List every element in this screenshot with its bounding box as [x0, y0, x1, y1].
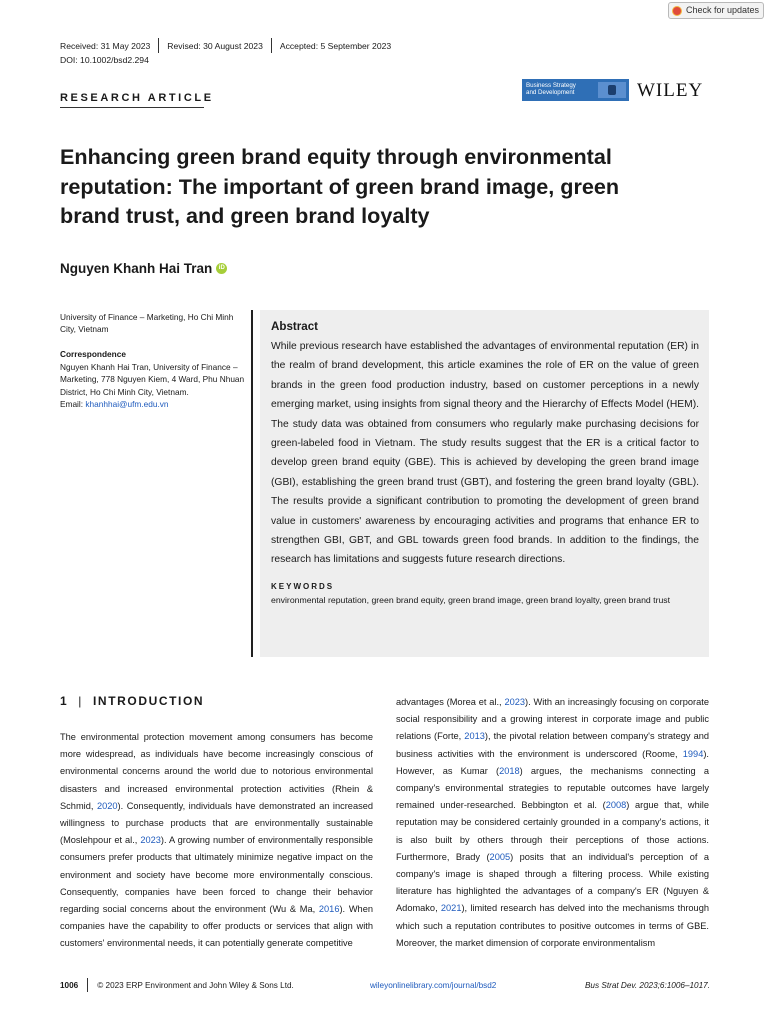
intro-right-column — [396, 694, 709, 952]
divider — [158, 38, 159, 53]
revised-date: Revised: 30 August 2023 — [167, 40, 263, 51]
citation-link[interactable]: 1994 — [682, 748, 704, 759]
section-title: INTRODUCTION — [93, 694, 205, 708]
page-footer — [60, 978, 710, 992]
text-run: ), limited research has delved into the mechanisms through which such a reputation contributes to positive outcomes in terms of GBE. Moreover, the market dimension of corporate environmentalism — [396, 903, 709, 948]
citation-link[interactable]: 2020 — [96, 800, 118, 811]
abstract-text: While previous research have established the advantages of environmental reputation (ER) in the realm of brand development, this article examines the role of ER on the value of green brands in the green food production industry, based on customer perceptions in a newly emerging market, using insights from signal theory and the Hierarchy of Effects Model (HEM). The study data was obtained from consumers who regularly make purchasing decisions for green-labeled food in Vietnam. The study results suggest that the ER is a critical factor to develop green brand equity (GBE). This is achieved by developing the green brand image (GBI), establishing the green brand trust (GBT), and fostering the green brand loyalty (GBL). The results provide a significant contribution to promoting the development of green brand value in customers' awareness by encouraging activities and programs that enhance ER to strengthen GBI, GBT, and GBL towards green food brands. In addition to the findings, the research has limitations and suggests future research directions. — [271, 341, 699, 566]
text-run: ). With an increasingly focusing on corporate social responsibility and a growing interest in corporate image and public relations (Forte, — [396, 697, 709, 742]
citation-link[interactable]: 2013 — [464, 731, 485, 742]
author-name[interactable]: Nguyen Khanh Hai Tran — [60, 261, 213, 276]
intro-left-column — [60, 729, 373, 953]
correspondence-heading: Correspondence — [60, 349, 126, 359]
text-run: ), the pivotal relation between company's strategy and business activities with the environment is underscored (Roome, — [396, 731, 710, 759]
text-run: ) argues, the mechanisms connecting a company's environmental strategies to reputable outcomes have largely remained under-researched. Bebbington et al. ( — [396, 765, 709, 811]
email-label: Email: — [60, 399, 84, 410]
text-run: ). However, as Kumar ( — [396, 748, 709, 776]
publisher-logo: WILEY — [637, 80, 704, 101]
text-run: advantages (Morea et al., — [396, 697, 505, 707]
correspondence-address: Nguyen Khanh Hai Tran, University of Finance – Marketing, 778 Nguyen Kiem, 4 Ward, Phu Nhuan District, Ho Chi Minh City, Vietnam. — [60, 362, 245, 397]
text-run: ). A growing number of environmentally responsible consumers prefer products that ultimately minimize negative impact on the environment and society have become more environmentally conscious. Consequently, companies have been forced to change their behavior regarding social concerns about the environment (Wu & Ma, — [60, 835, 373, 915]
journal-logo — [522, 79, 629, 101]
section-separator: | — [78, 694, 83, 708]
citation-link[interactable]: 2008 — [605, 800, 627, 811]
correspondence — [60, 361, 246, 411]
author — [60, 261, 227, 276]
crossmark-icon — [672, 6, 682, 16]
divider — [271, 38, 272, 53]
journal-website-link[interactable]: wileyonlinelibrary.com/journal/bsd2 — [370, 980, 497, 990]
copyright: © 2023 ERP Environment and John Wiley & Sons Ltd. — [97, 980, 294, 990]
check-for-updates-label: Check for updates — [686, 5, 760, 15]
article-type: RESEARCH ARTICLE — [60, 92, 214, 104]
text-run: The environmental protection movement among consumers has become more widespread, as individuals have become increasingly conscious of environmental concerns around the world due to notorious environmental disasters and increased environmental protection activities (Rhein & Schmid, — [60, 732, 373, 811]
article-dates — [60, 38, 391, 53]
journal-citation: Bus Strat Dev. 2023;6:1006–1017. — [584, 980, 710, 990]
divider — [87, 978, 88, 992]
text-run: ). Consequently, individuals have demonstrated an increased willingness to purchase products that are environmentally sustainable (Moslehpour et al., — [60, 800, 374, 846]
text-run: ) posits that an individual's perception of a company's image is shaped through a filtering process. While existing literature has highlighted the advantages of a company's ER (Nguyen & Adomako, — [396, 851, 710, 914]
journal-logo-line2: and Development — [526, 89, 575, 96]
abstract-box — [260, 310, 709, 657]
article-type-underline — [60, 107, 204, 108]
keywords-heading: KEYWORDS — [271, 581, 335, 591]
text-run: ). When companies have the capability to offer products or services that align with customers' environmental needs, it can potentially generate competitive — [60, 904, 373, 949]
keywords: environmental reputation, green brand equity, green brand image, green brand loyalty, green brand trust — [271, 594, 671, 605]
abstract-rule — [251, 310, 253, 657]
accepted-date: Accepted: 5 September 2023 — [279, 40, 392, 51]
citation-link[interactable]: 2016 — [318, 904, 340, 915]
received-date: Received: 31 May 2023 — [60, 40, 151, 51]
section-heading — [60, 694, 204, 708]
citation-link[interactable]: 2018 — [499, 765, 520, 776]
section-number: 1 — [60, 694, 69, 708]
check-for-updates-button[interactable] — [668, 2, 764, 19]
citation-link[interactable]: 2023 — [504, 697, 526, 707]
affiliation: University of Finance – Marketing, Ho Chi Minh City, Vietnam — [60, 312, 234, 335]
citation-link[interactable]: 2021 — [440, 903, 462, 914]
journal-logo-line1: Business Strategy — [526, 82, 576, 89]
citation-link[interactable]: 2005 — [489, 851, 511, 862]
page-number: 1006 — [60, 980, 79, 990]
article-title: Enhancing green brand equity through environmental reputation: The important of green brand image, green brand trust, and green brand loyalty — [60, 144, 620, 228]
doi[interactable]: DOI: 10.1002/bsd2.294 — [60, 55, 149, 65]
citation-link[interactable]: 2023 — [140, 835, 161, 846]
abstract-heading: Abstract — [271, 320, 319, 333]
text-run: ) argue that, while reputation may be considered certainly grounded in a company's actions, it is also built by others through their perceptions of those actions. Furthermore, Brady ( — [396, 800, 710, 862]
email-link[interactable]: khanhhai@ufm.edu.vn — [85, 399, 169, 410]
orcid-icon[interactable]: iD — [216, 263, 227, 274]
journal-cover-icon — [598, 82, 626, 98]
